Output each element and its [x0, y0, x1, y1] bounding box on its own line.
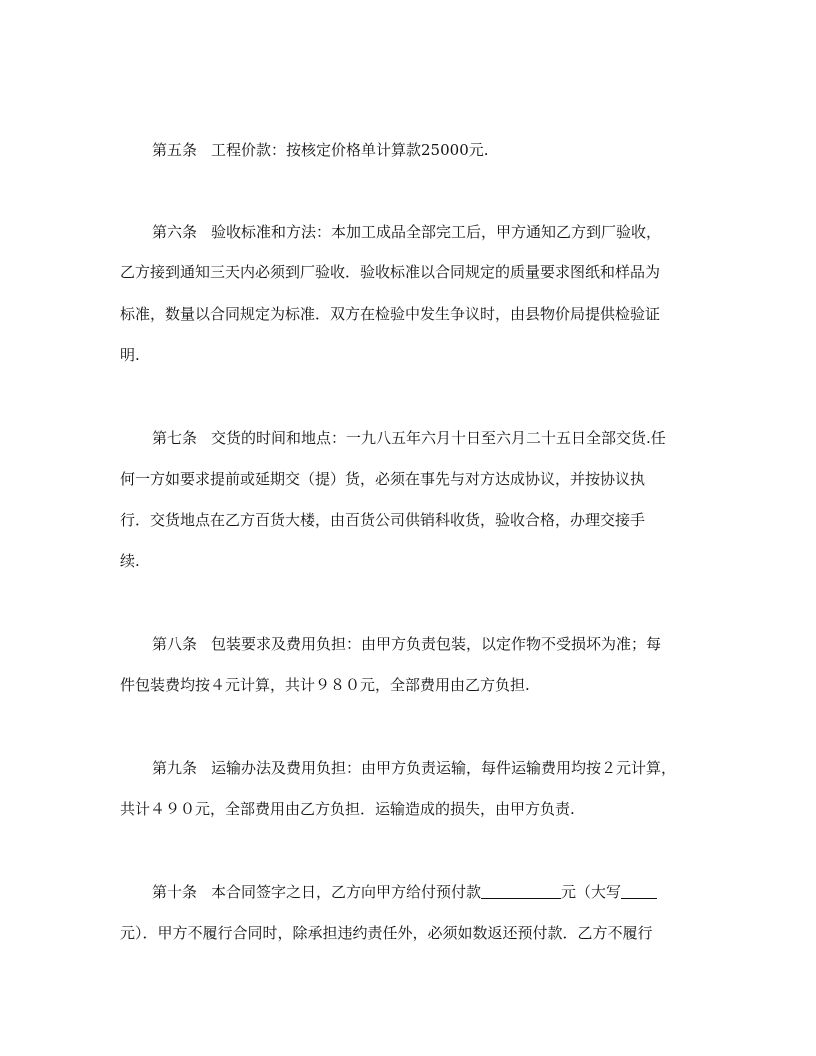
article-6-text-1: 验收标准和方法：本加工成品全部完工后，甲方通知乙方到厂验收，: [211, 223, 662, 241]
prepayment-amount-blank[interactable]: [481, 883, 561, 899]
article-5-label: 第五条: [152, 141, 198, 159]
article-6-line-2: 乙方接到通知三天内必须到厂验收．验收标准以合同规定的质量要求图纸和样品为: [120, 263, 661, 281]
article-10-label: 第十条: [152, 883, 198, 901]
article-9-text-1: 运输办法及费用负担：由甲方负责运输，每件运输费用均按２元计算，: [211, 759, 677, 777]
article-8-line-2: 件包装费均按４元计算，共计９８０元，全部费用由乙方负担.: [120, 676, 530, 694]
article-6-label: 第六条: [152, 223, 198, 241]
article-6-line-4: 明.: [120, 346, 140, 364]
prepayment-amount-in-words-blank[interactable]: [621, 883, 657, 899]
article-10-line-2: 元）．甲方不履行合同时，除承担违约责任外，必须如数返还预付款．乙方不履行: [120, 924, 653, 942]
article-7-line-4: 续.: [120, 552, 140, 570]
article-5-line-1: [152, 140, 700, 160]
article-10-line-1: [152, 882, 700, 902]
article-6-line-1: [152, 222, 700, 242]
article-9-line-1: [152, 758, 700, 778]
article-7-line-2: 何一方如要求提前或延期交（提）货，必须在事先与对方达成协议，并按协议执: [120, 470, 646, 488]
article-10-text-mid: 元（大写: [561, 883, 622, 901]
article-7-line-1: [152, 428, 700, 448]
article-7-line-3: 行．交货地点在乙方百货大楼，由百货公司供销科收货，验收合格，办理交接手: [120, 511, 646, 529]
article-5-text: 工程价款：按核定价格单计算款25000元.: [211, 141, 489, 159]
article-8-line-1: [152, 634, 700, 654]
article-8-text-1: 包装要求及费用负担：由甲方负责包装，以定作物不受损坏为准；每: [211, 635, 662, 653]
article-7-label: 第七条: [152, 429, 198, 447]
article-8-label: 第八条: [152, 635, 198, 653]
article-6-line-3: 标准，数量以合同规定为标准．双方在检验中发生争议时，由县物价局提供检验证: [120, 305, 661, 323]
article-10-text-pre: 本合同签字之日，乙方向甲方给付预付款: [211, 883, 482, 901]
article-9-line-2: 共计４９０元，全部费用由乙方负担．运输造成的损失，由甲方负责.: [120, 800, 575, 818]
article-9-label: 第九条: [152, 759, 198, 777]
article-7-text-1: 交货的时间和地点：一九八五年六月十日至六月二十五日全部交货.任: [211, 429, 666, 447]
